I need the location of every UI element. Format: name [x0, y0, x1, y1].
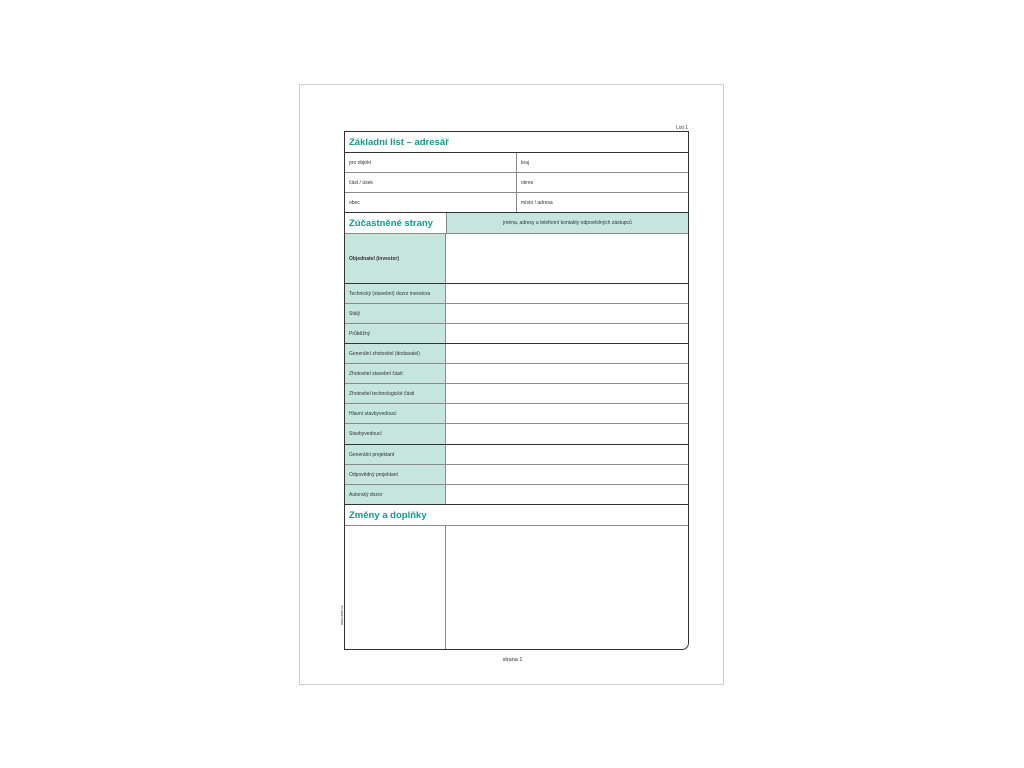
party-label-cell — [345, 485, 446, 504]
basic-row — [345, 193, 688, 213]
party-label-cell — [345, 465, 446, 484]
changes-title: Změny a doplňky — [349, 510, 427, 521]
party-label: Zhotovitel stavební části — [349, 370, 403, 377]
party-label-cell — [345, 445, 446, 464]
field-label-region: kraj — [521, 160, 530, 166]
party-label-cell — [345, 384, 446, 403]
party-row — [345, 465, 688, 485]
basic-row — [345, 153, 688, 173]
party-row — [345, 324, 688, 344]
party-label: Stavbyvedoucí — [349, 431, 382, 437]
party-row-investor — [345, 234, 688, 284]
page-number: strana 1 — [502, 657, 523, 663]
party-label: Zhotovitel technologické části — [349, 390, 415, 397]
party-label-cell — [345, 324, 446, 343]
party-label-cell — [345, 284, 446, 303]
column-divider — [516, 153, 517, 172]
party-row — [345, 404, 688, 424]
party-label: Hlavní stavbyvedoucí — [349, 410, 397, 417]
party-row — [345, 344, 688, 364]
party-row — [345, 284, 688, 304]
party-row — [345, 485, 688, 505]
party-label-cell — [345, 304, 446, 323]
basic-row — [345, 173, 688, 193]
column-divider — [516, 193, 517, 212]
form-sheet — [299, 84, 724, 685]
party-label-cell — [345, 234, 446, 283]
party-label-cell — [345, 344, 446, 363]
party-row — [345, 384, 688, 404]
address-form — [344, 131, 689, 650]
party-label: Autorský dozor — [349, 491, 383, 498]
changes-area — [345, 526, 688, 649]
field-label-municipality: obec — [349, 200, 360, 206]
party-label-cell — [345, 424, 446, 444]
field-label-district: okres — [521, 180, 534, 186]
basic-title-row — [345, 132, 688, 153]
parties-header-row — [345, 213, 688, 234]
field-label-object: pro objekt — [349, 160, 371, 166]
field-label-section: část / úsek — [349, 180, 373, 186]
field-label-address: místo / adresa — [521, 200, 553, 206]
column-divider — [516, 173, 517, 192]
sheet-label: List 1 — [676, 125, 688, 131]
party-row — [345, 445, 688, 465]
parties-title: Zúčastněné strany — [349, 218, 433, 229]
party-label: Odpovědný projektant — [349, 471, 398, 478]
side-url: www.anto.cz — [340, 605, 344, 625]
party-label: Generální zhotovitel (dodavatel) — [349, 350, 420, 357]
party-label-cell — [345, 364, 446, 383]
party-label-cell — [345, 404, 446, 423]
changes-title-row — [345, 505, 688, 526]
party-label: Objednatel (investor) — [349, 255, 400, 262]
parties-column-header-text: jména, adresy a telefonní kontakty odpovědných zástupců — [503, 220, 632, 226]
party-label: Technický (stavební) dozor investora — [349, 290, 431, 297]
parties-column-header — [446, 213, 688, 233]
party-label: Průběžný — [349, 330, 371, 337]
basic-title: Základní list – adresář — [349, 137, 449, 148]
party-label: Generální projektant — [349, 451, 395, 458]
party-row — [345, 304, 688, 324]
party-row — [345, 364, 688, 384]
party-row — [345, 424, 688, 445]
party-label: Stálý — [349, 310, 361, 317]
changes-column-divider — [445, 526, 446, 649]
